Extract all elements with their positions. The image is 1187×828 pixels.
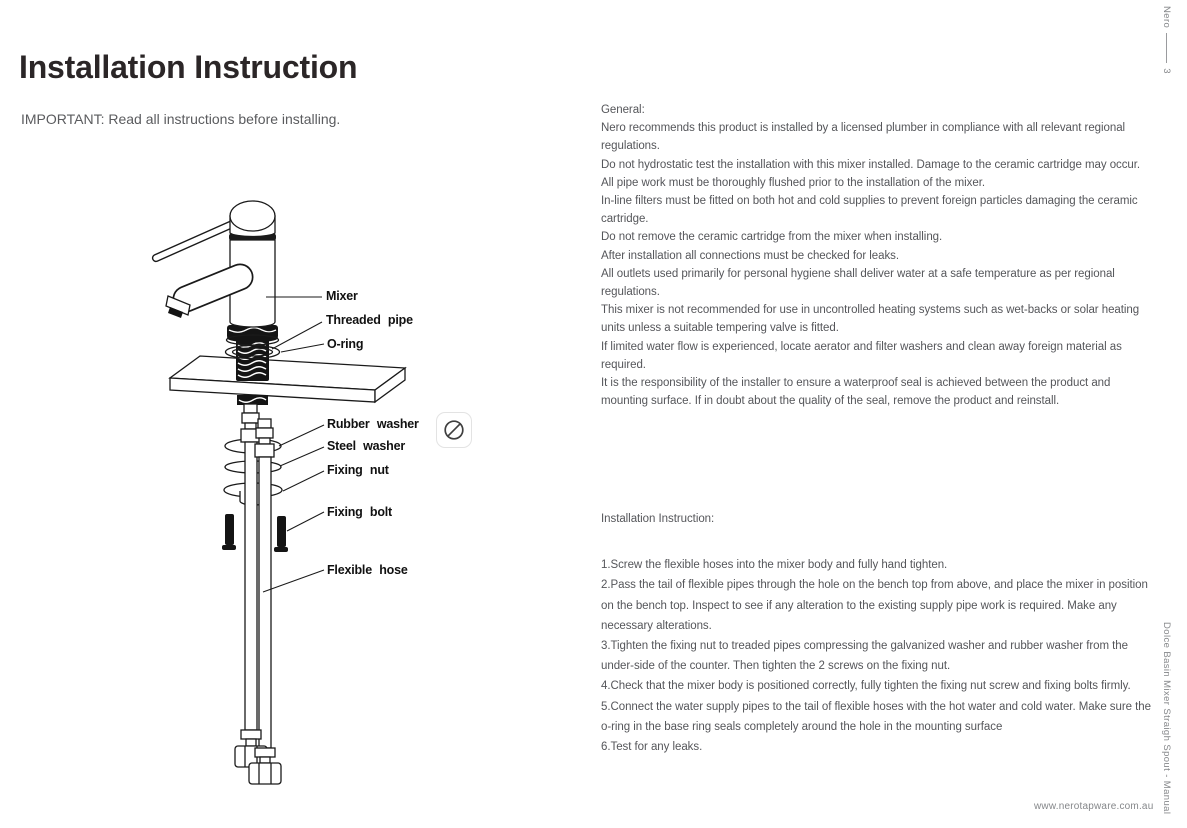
faucet-spout xyxy=(166,277,240,318)
general-heading: General: xyxy=(601,104,645,116)
no-symbol-glyph xyxy=(441,417,467,443)
general-paragraph: Do not hydrostatic test the installation with this mixer installed. Damage to the ceramic cartridge may occur. xyxy=(601,158,1141,171)
label-fixing-bolt: Fixing bolt xyxy=(327,505,392,519)
label-rubber-washer: Rubber washer xyxy=(327,417,419,431)
bench-top xyxy=(170,356,405,402)
installation-step: 1.Screw the flexible hoses into the mixer body and fully hand tighten. xyxy=(601,559,948,572)
brand-name: Nero xyxy=(1161,6,1172,29)
base-ring xyxy=(227,325,279,345)
installation-heading: Installation Instruction: xyxy=(601,513,715,525)
margin-doc-title: Dolce Basin Mixer Straigh Spout - Manual xyxy=(1161,622,1172,815)
installation-section xyxy=(601,509,1159,757)
installation-step: 6.Test for any leaks. xyxy=(601,741,703,754)
general-paragraph: Do not remove the ceramic cartridge from the mixer when installing. xyxy=(601,231,943,244)
margin-rule xyxy=(1166,33,1167,63)
label-flexible-hose: Flexible hose xyxy=(327,563,408,577)
label-fixing-nut: Fixing nut xyxy=(327,463,389,477)
label-mixer: Mixer xyxy=(326,289,358,303)
general-paragraph: Nero recommends this product is installed by a licensed plumber in compliance with all relevant regional regulations. xyxy=(601,122,1126,153)
faucet-handle xyxy=(156,222,237,258)
margin-brand-pagenumber xyxy=(1161,6,1172,74)
important-note: IMPORTANT: Read all instructions before installing. xyxy=(21,111,341,127)
general-paragraph: In-line filters must be fitted on both hot and cold supplies to prevent foreign particles damaging the ceramic cartridge. xyxy=(601,195,1138,226)
faucet-body xyxy=(229,201,276,327)
installation-step: 4.Check that the mixer body is positioned correctly, fully tighten the fixing nut screw and fixing bolts firmly. xyxy=(601,680,1131,693)
prohibition-icon xyxy=(436,412,472,448)
page-title: Installation Instruction xyxy=(19,49,358,86)
label-o-ring: O-ring xyxy=(327,337,364,351)
general-paragraph: It is the responsibility of the installer to ensure a waterproof seal is achieved between the product and mounting surface. If in doubt about the quality of the seal, remove the product and reinstall. xyxy=(601,377,1111,408)
installation-step: 5.Connect the water supply pipes to the tail of flexible hoses with the hot water and cold water. Make sure the o-ring in the base ring seals completely around the hole in the mounting surface xyxy=(601,700,1151,733)
page-number: 3 xyxy=(1161,68,1172,74)
general-paragraph: All outlets used primarily for personal hygiene shall deliver water at a safe temperature as per regional regulations. xyxy=(601,267,1115,299)
website-url: www.nerotapware.com.au xyxy=(1034,801,1154,812)
label-threaded-pipe: Threaded pipe xyxy=(326,313,413,327)
label-steel-washer: Steel washer xyxy=(327,439,406,453)
installation-step: 3.Tighten the fixing nut to treaded pipes compressing the galvanized washer and rubber washer from the under-side of the counter. Then tighten the 2 screws on the fixing nut. xyxy=(601,640,1128,673)
general-paragraph: After installation all connections must be checked for leaks. xyxy=(601,249,900,262)
general-paragraph: This mixer is not recommended for use in uncontrolled heating systems such as wet-backs or solar heating units unless a suitable tempering valve is fitted. xyxy=(601,304,1140,335)
general-section xyxy=(601,101,1157,410)
general-paragraph: All pipe work must be thoroughly flushed prior to the installation of the mixer. xyxy=(601,176,986,189)
installation-step: 2.Pass the tail of flexible pipes through the hole on the bench top from above, and place the mixer in position on the bench top. Inspect to see if any alteration to the existing supply pipe work is required. Make any necessary alterations. xyxy=(601,579,1148,632)
general-paragraph: If limited water flow is experienced, locate aerator and filter washers and clean away foreign material as required. xyxy=(601,340,1122,371)
